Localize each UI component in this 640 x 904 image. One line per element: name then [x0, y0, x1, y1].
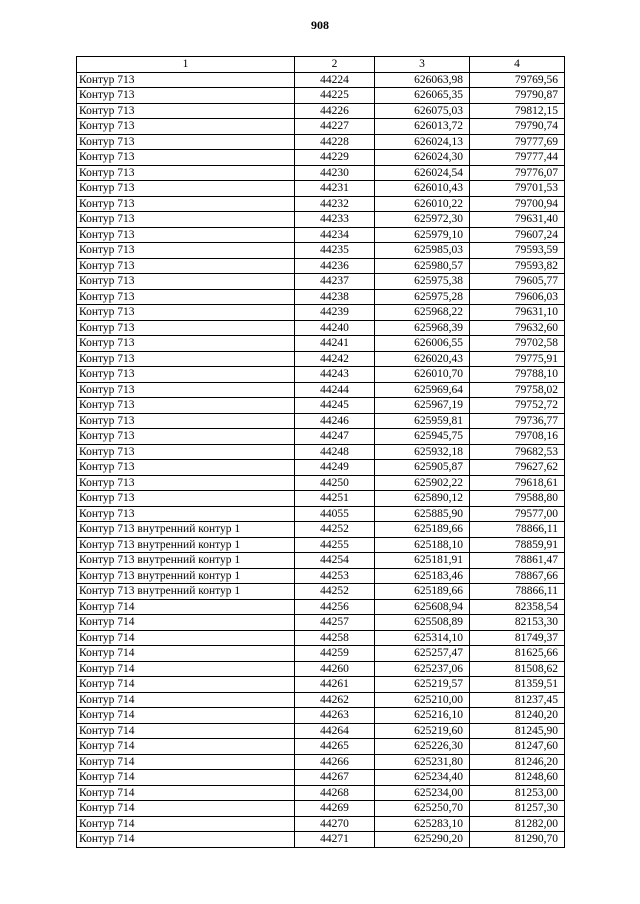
y-coordinate-cell: 82358,54: [470, 599, 565, 615]
contour-name-cell: Контур 713 внутренний контур 1: [77, 537, 295, 553]
table-body: [77, 72, 565, 847]
point-number-cell: 44251: [295, 491, 375, 507]
contour-name-cell: Контур 713: [77, 382, 295, 398]
point-number-cell: 44265: [295, 739, 375, 755]
point-number-cell: 44263: [295, 708, 375, 724]
table-row: [77, 537, 565, 553]
x-coordinate-cell: 625237,06: [375, 661, 470, 677]
x-coordinate-cell: 625219,57: [375, 677, 470, 693]
point-number-cell: 44249: [295, 460, 375, 476]
contour-name-cell: Контур 713: [77, 506, 295, 522]
x-coordinate-cell: 626010,70: [375, 367, 470, 383]
y-coordinate-cell: 81290,70: [470, 832, 565, 848]
contour-name-cell: Контур 713: [77, 119, 295, 135]
contour-name-cell: Контур 713: [77, 72, 295, 88]
x-coordinate-cell: 626024,13: [375, 134, 470, 150]
contour-name-cell: Контур 713: [77, 491, 295, 507]
contour-name-cell: Контур 714: [77, 723, 295, 739]
table-row: [77, 119, 565, 135]
table-row: [77, 212, 565, 228]
table-row: [77, 785, 565, 801]
x-coordinate-cell: 625250,70: [375, 801, 470, 817]
point-number-cell: 44260: [295, 661, 375, 677]
contour-name-cell: Контур 714: [77, 661, 295, 677]
point-number-cell: 44252: [295, 584, 375, 600]
x-coordinate-cell: 625234,00: [375, 785, 470, 801]
x-coordinate-cell: 625980,57: [375, 258, 470, 274]
contour-name-cell: Контур 713: [77, 103, 295, 119]
column-header-4: 4: [470, 57, 565, 73]
x-coordinate-cell: 625608,94: [375, 599, 470, 615]
table-row: [77, 134, 565, 150]
table-row: [77, 568, 565, 584]
point-number-cell: 44235: [295, 243, 375, 259]
contour-name-cell: Контур 714: [77, 599, 295, 615]
x-coordinate-cell: 625985,03: [375, 243, 470, 259]
y-coordinate-cell: 79702,58: [470, 336, 565, 352]
y-coordinate-cell: 79618,61: [470, 475, 565, 491]
table-row: [77, 646, 565, 662]
contour-name-cell: Контур 713: [77, 274, 295, 290]
point-number-cell: 44229: [295, 150, 375, 166]
table-row: [77, 491, 565, 507]
y-coordinate-cell: 81237,45: [470, 692, 565, 708]
x-coordinate-cell: 625257,47: [375, 646, 470, 662]
table-row: [77, 165, 565, 181]
contour-name-cell: Контур 713 внутренний контур 1: [77, 584, 295, 600]
table-row: [77, 429, 565, 445]
contour-name-cell: Контур 714: [77, 646, 295, 662]
table-row: [77, 661, 565, 677]
contour-name-cell: Контур 713: [77, 150, 295, 166]
y-coordinate-cell: 79708,16: [470, 429, 565, 445]
point-number-cell: 44268: [295, 785, 375, 801]
y-coordinate-cell: 82153,30: [470, 615, 565, 631]
contour-name-cell: Контур 713: [77, 413, 295, 429]
x-coordinate-cell: 625968,22: [375, 305, 470, 321]
point-number-cell: 44258: [295, 630, 375, 646]
contour-name-cell: Контур 714: [77, 739, 295, 755]
table-row: [77, 615, 565, 631]
point-number-cell: 44245: [295, 398, 375, 414]
y-coordinate-cell: 79752,72: [470, 398, 565, 414]
point-number-cell: 44237: [295, 274, 375, 290]
x-coordinate-cell: 625975,28: [375, 289, 470, 305]
point-number-cell: 44247: [295, 429, 375, 445]
y-coordinate-cell: 79776,07: [470, 165, 565, 181]
point-number-cell: 44239: [295, 305, 375, 321]
y-coordinate-cell: 79631,40: [470, 212, 565, 228]
x-coordinate-cell: 625189,66: [375, 522, 470, 538]
y-coordinate-cell: 81359,51: [470, 677, 565, 693]
table-row: [77, 227, 565, 243]
point-number-cell: 44270: [295, 816, 375, 832]
x-coordinate-cell: 625890,12: [375, 491, 470, 507]
point-number-cell: 44231: [295, 181, 375, 197]
y-coordinate-cell: 79607,24: [470, 227, 565, 243]
contour-name-cell: Контур 713: [77, 289, 295, 305]
y-coordinate-cell: 81248,60: [470, 770, 565, 786]
y-coordinate-cell: 78859,91: [470, 537, 565, 553]
x-coordinate-cell: 625972,30: [375, 212, 470, 228]
contour-name-cell: Контур 713: [77, 367, 295, 383]
table-row: [77, 367, 565, 383]
contour-name-cell: Контур 713: [77, 196, 295, 212]
table-row: [77, 739, 565, 755]
contour-name-cell: Контур 714: [77, 816, 295, 832]
point-number-cell: 44241: [295, 336, 375, 352]
x-coordinate-cell: 626024,30: [375, 150, 470, 166]
y-coordinate-cell: 81245,90: [470, 723, 565, 739]
table-row: [77, 630, 565, 646]
y-coordinate-cell: 81282,00: [470, 816, 565, 832]
point-number-cell: 44240: [295, 320, 375, 336]
y-coordinate-cell: 79777,69: [470, 134, 565, 150]
table-row: [77, 677, 565, 693]
x-coordinate-cell: 625234,40: [375, 770, 470, 786]
x-coordinate-cell: 625959,81: [375, 413, 470, 429]
y-coordinate-cell: 79632,60: [470, 320, 565, 336]
column-header-3: 3: [375, 57, 470, 73]
contour-name-cell: Контур 714: [77, 801, 295, 817]
y-coordinate-cell: 79701,53: [470, 181, 565, 197]
contour-name-cell: Контур 713: [77, 181, 295, 197]
x-coordinate-cell: 625932,18: [375, 444, 470, 460]
point-number-cell: 44254: [295, 553, 375, 569]
x-coordinate-cell: 625283,10: [375, 816, 470, 832]
page-number: 908: [311, 18, 329, 32]
point-number-cell: 44252: [295, 522, 375, 538]
x-coordinate-cell: 626006,55: [375, 336, 470, 352]
y-coordinate-cell: 79577,00: [470, 506, 565, 522]
table-row: [77, 584, 565, 600]
contour-name-cell: Контур 713: [77, 243, 295, 259]
table-row: [77, 723, 565, 739]
point-number-cell: 44256: [295, 599, 375, 615]
table-row: [77, 832, 565, 848]
table-row: [77, 150, 565, 166]
table-row: [77, 336, 565, 352]
contour-name-cell: Контур 713: [77, 336, 295, 352]
table-row: [77, 398, 565, 414]
contour-name-cell: Контур 714: [77, 630, 295, 646]
x-coordinate-cell: 625188,10: [375, 537, 470, 553]
x-coordinate-cell: 625885,90: [375, 506, 470, 522]
table-header: [77, 57, 565, 73]
point-number-cell: 44264: [295, 723, 375, 739]
table-row: [77, 258, 565, 274]
contour-name-cell: Контур 713: [77, 320, 295, 336]
contour-name-cell: Контур 713: [77, 88, 295, 104]
table-row: [77, 351, 565, 367]
x-coordinate-cell: 625967,19: [375, 398, 470, 414]
y-coordinate-cell: 79777,44: [470, 150, 565, 166]
table-row: [77, 72, 565, 88]
table-row: [77, 196, 565, 212]
table-row: [77, 88, 565, 104]
y-coordinate-cell: 78866,11: [470, 522, 565, 538]
contour-name-cell: Контур 713: [77, 475, 295, 491]
contour-name-cell: Контур 713 внутренний контур 1: [77, 553, 295, 569]
y-coordinate-cell: 79606,03: [470, 289, 565, 305]
y-coordinate-cell: 79588,80: [470, 491, 565, 507]
y-coordinate-cell: 81240,20: [470, 708, 565, 724]
x-coordinate-cell: 626020,43: [375, 351, 470, 367]
y-coordinate-cell: 78867,66: [470, 568, 565, 584]
x-coordinate-cell: 625210,00: [375, 692, 470, 708]
y-coordinate-cell: 81625,66: [470, 646, 565, 662]
contour-name-cell: Контур 713: [77, 460, 295, 476]
point-number-cell: 44243: [295, 367, 375, 383]
table-row: [77, 382, 565, 398]
contour-name-cell: Контур 713: [77, 351, 295, 367]
table-row: [77, 599, 565, 615]
point-number-cell: 44238: [295, 289, 375, 305]
y-coordinate-cell: 79605,77: [470, 274, 565, 290]
y-coordinate-cell: 78861,47: [470, 553, 565, 569]
point-number-cell: 44228: [295, 134, 375, 150]
y-coordinate-cell: 79775,91: [470, 351, 565, 367]
point-number-cell: 44224: [295, 72, 375, 88]
contour-name-cell: Контур 713: [77, 398, 295, 414]
x-coordinate-cell: 625183,46: [375, 568, 470, 584]
x-coordinate-cell: 626024,54: [375, 165, 470, 181]
point-number-cell: 44227: [295, 119, 375, 135]
point-number-cell: 44242: [295, 351, 375, 367]
point-number-cell: 44234: [295, 227, 375, 243]
table-row: [77, 475, 565, 491]
contour-name-cell: Контур 713: [77, 212, 295, 228]
point-number-cell: 44225: [295, 88, 375, 104]
column-header-1: 1: [77, 57, 295, 73]
x-coordinate-cell: 625314,10: [375, 630, 470, 646]
table-row: [77, 181, 565, 197]
table-row: [77, 305, 565, 321]
y-coordinate-cell: 79593,82: [470, 258, 565, 274]
table-row: [77, 506, 565, 522]
x-coordinate-cell: 626010,43: [375, 181, 470, 197]
y-coordinate-cell: 81246,20: [470, 754, 565, 770]
y-coordinate-cell: 79627,62: [470, 460, 565, 476]
point-number-cell: 44233: [295, 212, 375, 228]
table-row: [77, 754, 565, 770]
y-coordinate-cell: 81749,37: [470, 630, 565, 646]
table-row: [77, 801, 565, 817]
column-header-2: 2: [295, 57, 375, 73]
contour-name-cell: Контур 714: [77, 677, 295, 693]
point-number-cell: 44236: [295, 258, 375, 274]
x-coordinate-cell: 625945,75: [375, 429, 470, 445]
table-row: [77, 460, 565, 476]
point-number-cell: 44253: [295, 568, 375, 584]
contour-name-cell: Контур 713: [77, 165, 295, 181]
contour-name-cell: Контур 714: [77, 785, 295, 801]
x-coordinate-cell: 625216,10: [375, 708, 470, 724]
y-coordinate-cell: 79790,74: [470, 119, 565, 135]
contour-name-cell: Контур 714: [77, 832, 295, 848]
x-coordinate-cell: 625231,80: [375, 754, 470, 770]
x-coordinate-cell: 626013,72: [375, 119, 470, 135]
contour-name-cell: Контур 714: [77, 770, 295, 786]
header-row: [77, 57, 565, 73]
y-coordinate-cell: 79790,87: [470, 88, 565, 104]
x-coordinate-cell: 625979,10: [375, 227, 470, 243]
contour-name-cell: Контур 713: [77, 444, 295, 460]
y-coordinate-cell: 79788,10: [470, 367, 565, 383]
coordinates-table: [76, 56, 565, 848]
y-coordinate-cell: 79812,15: [470, 103, 565, 119]
y-coordinate-cell: 79736,77: [470, 413, 565, 429]
contour-name-cell: Контур 714: [77, 708, 295, 724]
y-coordinate-cell: 81257,30: [470, 801, 565, 817]
point-number-cell: 44055: [295, 506, 375, 522]
table-row: [77, 553, 565, 569]
point-number-cell: 44250: [295, 475, 375, 491]
x-coordinate-cell: 625226,30: [375, 739, 470, 755]
contour-name-cell: Контур 713 внутренний контур 1: [77, 568, 295, 584]
point-number-cell: 44262: [295, 692, 375, 708]
y-coordinate-cell: 79769,56: [470, 72, 565, 88]
x-coordinate-cell: 625902,22: [375, 475, 470, 491]
table-row: [77, 243, 565, 259]
x-coordinate-cell: 626065,35: [375, 88, 470, 104]
table-row: [77, 444, 565, 460]
x-coordinate-cell: 625969,64: [375, 382, 470, 398]
y-coordinate-cell: 79700,94: [470, 196, 565, 212]
point-number-cell: 44271: [295, 832, 375, 848]
x-coordinate-cell: 625975,38: [375, 274, 470, 290]
contour-name-cell: Контур 713: [77, 305, 295, 321]
contour-name-cell: Контур 713: [77, 227, 295, 243]
point-number-cell: 44267: [295, 770, 375, 786]
y-coordinate-cell: 81508,62: [470, 661, 565, 677]
point-number-cell: 44257: [295, 615, 375, 631]
y-coordinate-cell: 78866,11: [470, 584, 565, 600]
x-coordinate-cell: 625181,91: [375, 553, 470, 569]
point-number-cell: 44266: [295, 754, 375, 770]
x-coordinate-cell: 625290,20: [375, 832, 470, 848]
x-coordinate-cell: 625189,66: [375, 584, 470, 600]
contour-name-cell: Контур 713: [77, 134, 295, 150]
y-coordinate-cell: 81253,00: [470, 785, 565, 801]
point-number-cell: 44244: [295, 382, 375, 398]
point-number-cell: 44226: [295, 103, 375, 119]
table-row: [77, 320, 565, 336]
x-coordinate-cell: 625968,39: [375, 320, 470, 336]
table-row: [77, 413, 565, 429]
point-number-cell: 44230: [295, 165, 375, 181]
point-number-cell: 44261: [295, 677, 375, 693]
point-number-cell: 44232: [295, 196, 375, 212]
table-row: [77, 770, 565, 786]
contour-name-cell: Контур 713 внутренний контур 1: [77, 522, 295, 538]
table-row: [77, 522, 565, 538]
y-coordinate-cell: 81247,60: [470, 739, 565, 755]
table-row: [77, 274, 565, 290]
x-coordinate-cell: 625219,60: [375, 723, 470, 739]
x-coordinate-cell: 625905,87: [375, 460, 470, 476]
point-number-cell: 44246: [295, 413, 375, 429]
y-coordinate-cell: 79631,10: [470, 305, 565, 321]
x-coordinate-cell: 626063,98: [375, 72, 470, 88]
contour-name-cell: Контур 714: [77, 615, 295, 631]
table-row: [77, 692, 565, 708]
y-coordinate-cell: 79682,53: [470, 444, 565, 460]
point-number-cell: 44269: [295, 801, 375, 817]
x-coordinate-cell: 625508,89: [375, 615, 470, 631]
contour-name-cell: Контур 714: [77, 754, 295, 770]
point-number-cell: 44255: [295, 537, 375, 553]
contour-name-cell: Контур 714: [77, 692, 295, 708]
contour-name-cell: Контур 713: [77, 429, 295, 445]
contour-name-cell: Контур 713: [77, 258, 295, 274]
table-row: [77, 289, 565, 305]
table-row: [77, 708, 565, 724]
x-coordinate-cell: 626010,22: [375, 196, 470, 212]
table-row: [77, 816, 565, 832]
point-number-cell: 44259: [295, 646, 375, 662]
table-row: [77, 103, 565, 119]
x-coordinate-cell: 626075,03: [375, 103, 470, 119]
y-coordinate-cell: 79593,59: [470, 243, 565, 259]
point-number-cell: 44248: [295, 444, 375, 460]
y-coordinate-cell: 79758,02: [470, 382, 565, 398]
